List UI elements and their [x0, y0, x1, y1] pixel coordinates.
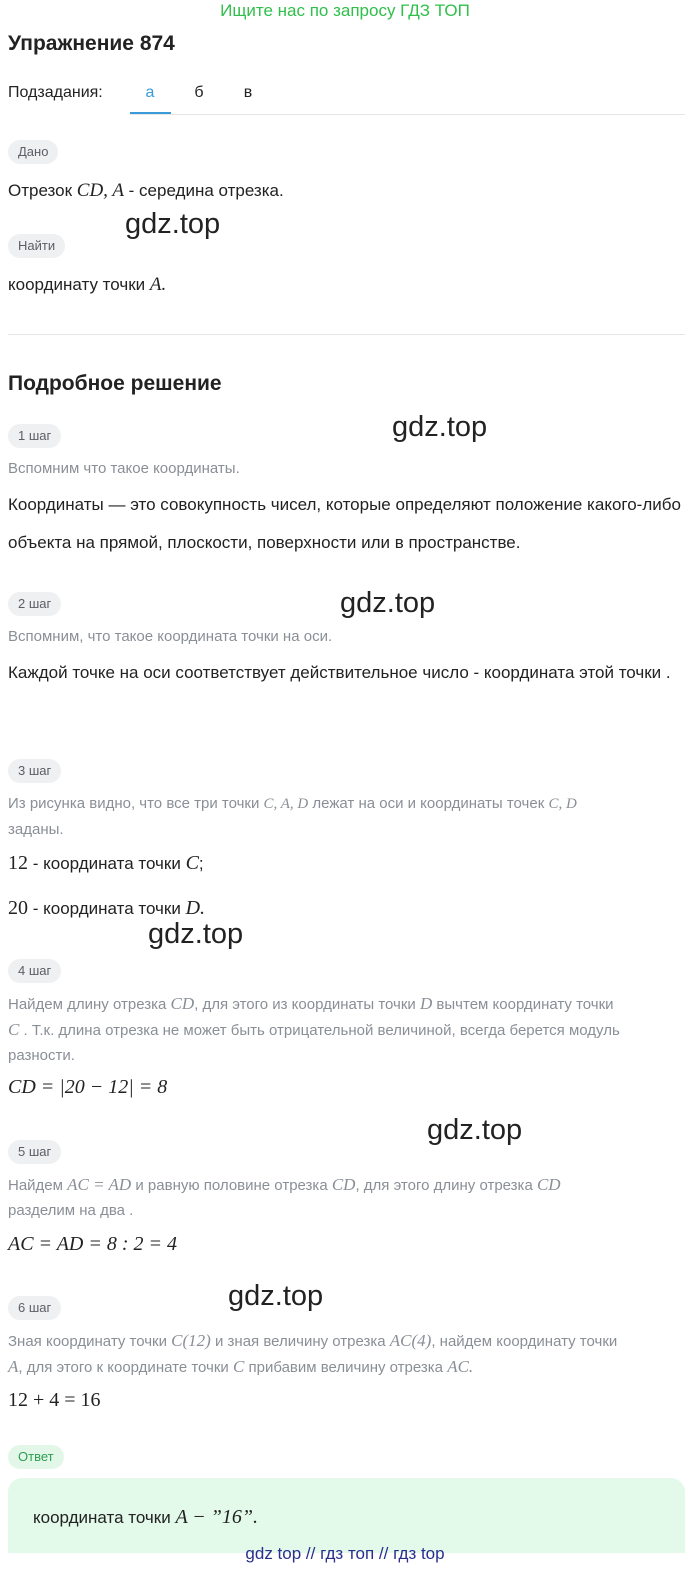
tab-v[interactable]: в — [243, 84, 253, 101]
step-5-formula: AC = AD = 8 : 2 = 4 — [8, 1233, 178, 1255]
watermark: gdz.top — [427, 1114, 523, 1146]
step-2-chip: 2 шаг — [8, 592, 61, 616]
step-6-chip: 6 шаг — [8, 1296, 61, 1320]
tab-b[interactable]: б — [194, 84, 204, 101]
solution-title: Подробное решение — [8, 372, 222, 395]
watermark: gdz.top — [340, 587, 436, 619]
step-5-chip: 5 шаг — [8, 1140, 61, 1164]
given-text: Отрезок CD, A - середина отрезка. — [8, 180, 284, 201]
step-6-formula: 12 + 4 = 16 — [8, 1389, 101, 1411]
step-2-hint: Вспомним, что такое координата точки на оси. — [8, 628, 333, 645]
watermark: gdz.top — [392, 411, 488, 443]
section-divider — [8, 334, 685, 335]
watermark: gdz.top — [148, 918, 244, 950]
footer-links[interactable]: gdz top // гдз топ // гдз top — [245, 1544, 445, 1563]
step-4-hint: Найдем длину отрезка CD, для этого из координаты точки D вычтем координату точки C . Т.к. длина отрезка не может быть отрицательной величиной, всегда берется модуль разности. — [8, 994, 620, 1064]
find-text: координату точки A. — [8, 274, 167, 295]
given-chip: Дано — [8, 140, 58, 164]
watermark: gdz.top — [125, 208, 221, 240]
step-3-line-1: 12 - координата точки C; — [8, 852, 204, 874]
step-3-hint: Из рисунка видно, что все три точки C, A, D лежат на оси и координаты точек C, D заданы. — [8, 795, 577, 838]
active-tab-indicator — [130, 112, 171, 114]
step-6-hint: Зная координату точки C(12) и зная величину отрезка AC(4), найдем координату точки A, для этого к координате точки C прибавим величину отрезка AC. — [8, 1331, 618, 1376]
watermark: gdz.top — [228, 1280, 324, 1312]
search-banner[interactable]: Ищите нас по запросу ГДЗ ТОП — [220, 1, 470, 20]
step-1-hint: Вспомним что такое координаты. — [8, 460, 240, 477]
tabs-divider — [130, 114, 685, 115]
subtasks-label: Подзадания: — [8, 84, 103, 101]
answer-text: координата точки A − ”16”. — [33, 1506, 259, 1528]
step-4-chip: 4 шаг — [8, 959, 61, 983]
step-1-chip: 1 шаг — [8, 424, 61, 448]
step-3-line-2: 20 - координата точки D. — [8, 897, 206, 919]
step-1-body: Координаты — это совокупность чисел, которые определяют положение какого-либо объекта на прямой, плоскости, поверхности или в пространстве. — [8, 495, 681, 552]
step-4-formula: CD = |20 − 12| = 8 — [8, 1076, 168, 1098]
step-3-chip: 3 шаг — [8, 759, 61, 783]
answer-chip: Ответ — [8, 1445, 64, 1469]
tab-a[interactable]: а — [145, 84, 155, 101]
page-title: Упражнение 874 — [8, 32, 175, 55]
step-2-body: Каждой точке на оси соответствует действительное число - координата этой точки . — [8, 663, 671, 682]
find-chip: Найти — [8, 234, 65, 258]
step-5-hint: Найдем AC = AD и равную половине отрезка CD, для этого длину отрезка CD разделим на два . — [8, 1175, 561, 1219]
